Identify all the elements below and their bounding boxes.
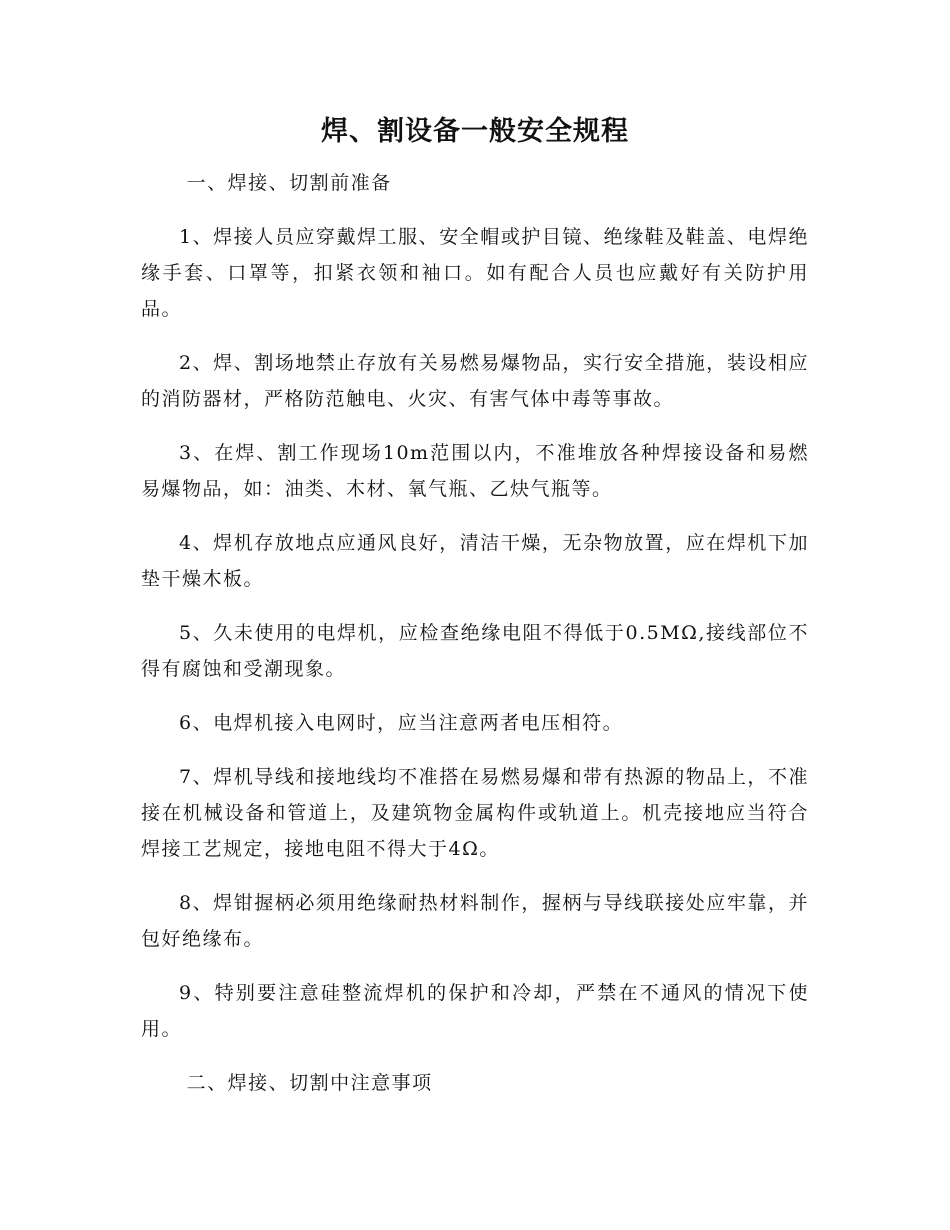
paragraph-2: 2、焊、割场地禁止存放有关易燃易爆物品，实行安全措施，装设相应的消防器材，严格防范触电、火灾、有害气体中毒等事故。 [141,352,809,410]
paragraph-5: 5、久未使用的电焊机，应检查绝缘电阻不得低于0.5MΩ,接线部位不得有腐蚀和受潮现象。 [141,622,809,680]
paragraph-7: 7、焊机导线和接地线均不准搭在易燃易爆和带有热源的物品上，不准接在机械设备和管道上，及建筑物金属构件或轨道上。机壳接地应当符合焊接工艺规定，接地电阻不得大于4Ω。 [141,766,809,860]
section-heading-precautions: 二、焊接、切割中注意事项 [186,1072,433,1094]
paragraph-6: 6、电焊机接入电网时，应当注意两者电压相符。 [179,712,624,734]
paragraph-3: 3、在焊、割工作现场10m范围以内，不准堆放各种焊接设备和易燃易爆物品，如：油类、木材、氧气瓶、乙炔气瓶等。 [141,442,809,500]
paragraph-9: 9、特别要注意硅整流焊机的保护和冷却，严禁在不通风的情况下使用。 [141,982,809,1040]
document-title: 焊、割设备一般安全规程 [321,116,629,147]
paragraph-4: 4、焊机存放地点应通风良好，清洁干燥，无杂物放置，应在焊机下加垫干燥木板。 [141,532,809,590]
section-heading-preparation: 一、焊接、切割前准备 [186,172,392,194]
document-body [141,165,809,1119]
paragraph-1: 1、焊接人员应穿戴焊工服、安全帽或护目镜、绝缘鞋及鞋盖、电焊绝缘手套、口罩等，扣紧衣领和袖口。如有配合人员也应戴好有关防护用品。 [141,226,809,320]
paragraph-8: 8、焊钳握柄必须用绝缘耐热材料制作，握柄与导线联接处应牢靠，并包好绝缘布。 [141,892,809,950]
